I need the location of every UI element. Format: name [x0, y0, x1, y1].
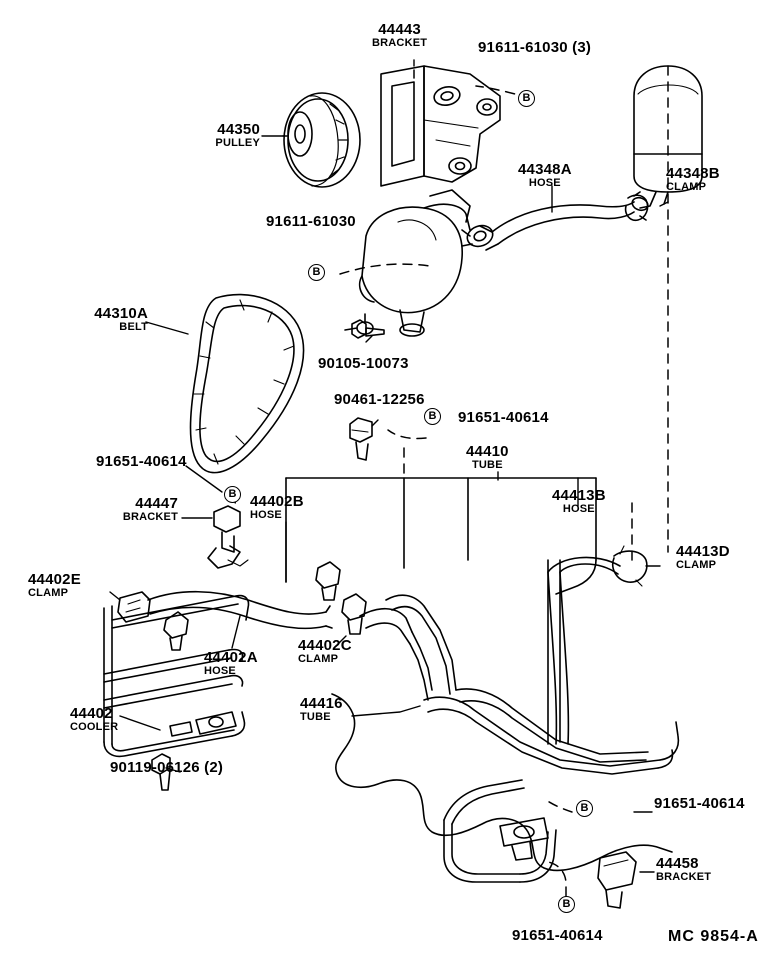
label-44310a: 44310A BELT: [94, 305, 148, 333]
label-44447: 44447 BRACKET: [122, 495, 178, 523]
bolt-marker-91651-bracket: B: [224, 486, 241, 503]
hose-44348a-shape: [480, 192, 648, 250]
pulley-shape: [284, 93, 360, 187]
leader-90461: [372, 420, 378, 426]
label-44410: 44410 TUBE: [466, 443, 509, 471]
label-91651-40614-bracket: 91651-40614: [96, 453, 187, 470]
label-91651-40614-bottom: 91651-40614: [512, 927, 603, 944]
label-90461-12256: 90461-12256: [334, 391, 425, 408]
clamp-90461-shape: [350, 418, 372, 460]
leader-90105: [366, 336, 372, 342]
bolt-marker-91651-lower: B: [576, 800, 593, 817]
bolt-marker-91611-3: B: [518, 90, 535, 107]
label-44348b: 44348B CLAMP: [666, 165, 720, 193]
tubes-and-block-shape: [286, 478, 678, 908]
label-44443: 44443 BRACKET: [372, 21, 428, 49]
leader-44402a: [232, 616, 240, 648]
bolt-marker-91611: B: [308, 264, 325, 281]
belt-shape: [191, 295, 304, 473]
label-44416: 44416 TUBE: [300, 695, 343, 723]
power-steering-pump-shape: [345, 190, 496, 336]
label-44350: 44350 PULLEY: [215, 121, 260, 149]
label-44402: 44402 COOLER: [70, 705, 119, 733]
bolt-marker-91651-bottom: B: [558, 896, 575, 913]
label-44402b: 44402B HOSE: [250, 493, 304, 521]
bracket-44447-shape: [208, 506, 248, 568]
clamp-44402b-fitting-shape: [316, 562, 340, 600]
diagram-footer-code: MC 9854-A: [668, 928, 759, 945]
leader-44416: [352, 706, 420, 716]
leader-44310a: [146, 322, 188, 334]
label-44348a: 44348A HOSE: [518, 161, 572, 189]
label-91651-40614-lower: 91651-40614: [654, 795, 745, 812]
label-44413b: 44413B HOSE: [552, 487, 606, 515]
bracket-44443-shape: [381, 66, 500, 186]
leader-44402e: [110, 592, 120, 600]
dash-91611-pump: [340, 264, 430, 274]
label-91611-61030: 91611-61030: [266, 213, 356, 230]
dash-91651-44458: [546, 800, 572, 812]
label-90105-10073: 90105-10073: [318, 355, 409, 372]
label-44402e: 44402E CLAMP: [28, 571, 81, 599]
label-91611-61030-3: 91611-61030 (3): [478, 39, 592, 56]
label-90119-06126: 90119-06126 (2): [110, 759, 224, 776]
dash-91651-clamp: [388, 430, 426, 439]
label-44402c: 44402C CLAMP: [298, 637, 352, 665]
label-44458: 44458 BRACKET: [656, 855, 712, 883]
label-44402a: 44402A HOSE: [204, 649, 258, 677]
label-44413d: 44413D CLAMP: [676, 543, 730, 571]
leader-44402: [120, 716, 160, 730]
bolt-marker-91651-clamp: B: [424, 408, 441, 425]
label-91651-40614-clamp: 91651-40614: [458, 409, 549, 426]
